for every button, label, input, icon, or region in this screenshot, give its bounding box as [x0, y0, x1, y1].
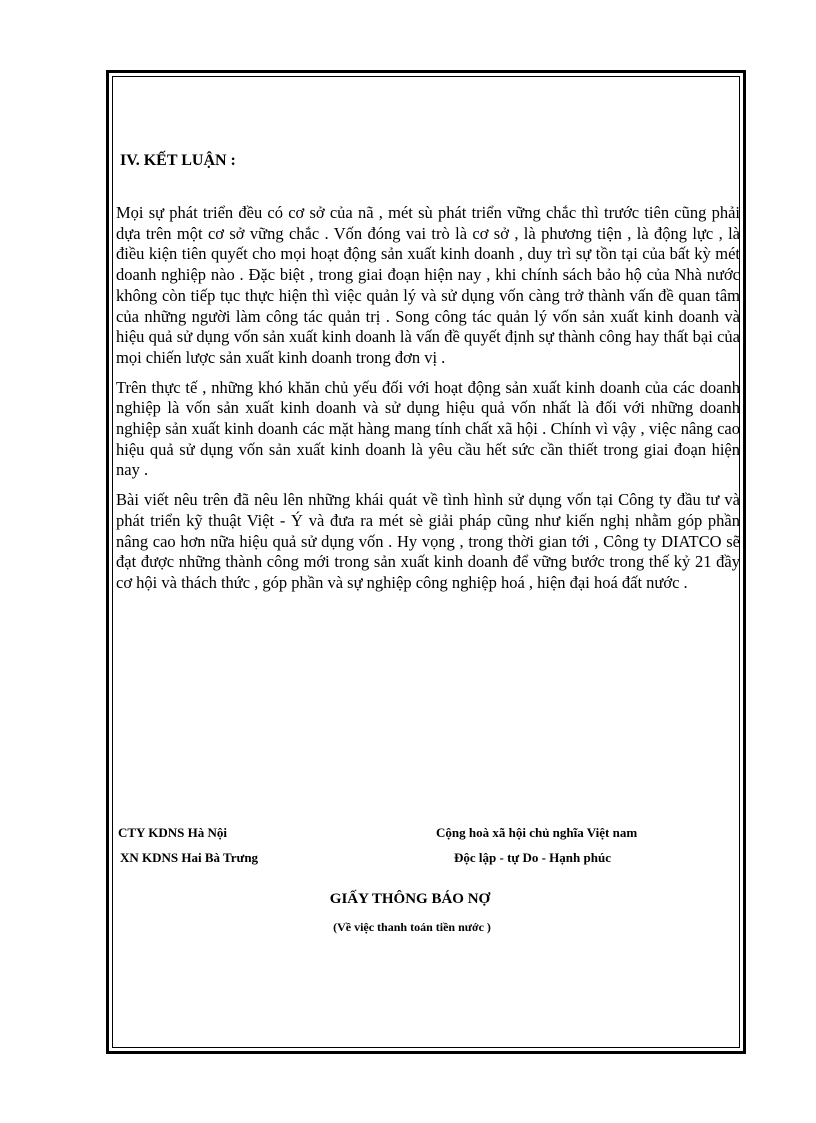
national-motto-block — [436, 820, 696, 870]
paragraph-1: Mọi sự phát triển đều có cơ sở của nã , mét sù phát triển vững chắc thì trước tiên cũng phải dựa trên một cơ sở vững chắc . Vốn đóng vai trò là cơ sở , là phương tiện , là động lực , là điều kiện tiên quyết cho mọi hoạt động sản xuất kinh doanh , duy trì sự tồn tại của bất kỳ mét doanh nghiệp nào . Đặc biệt , trong giai đoạn hiện nay , khi chính sách bảo hộ của Nhà nước không còn tiếp tục thực hiện thì việc quản lý và sử dụng vốn càng trở thành vấn đề quan tâm của những người làm công tác quản trị . Song công tác quản lý vốn sản xuất kinh doanh và hiệu quả sử dụng vốn sản xuất kinh doanh là vấn đề quyết định sự thành công hay thất bại của mọi chiến lược sản xuất kinh doanh trong đơn vị . — [116, 203, 740, 367]
notice-title: GIẤY THÔNG BÁO NỢ — [329, 891, 491, 907]
issuer-company: CTY KDNS Hà Nội — [118, 825, 227, 840]
paragraph-2: Trên thực tế , những khó khăn chủ yếu đối với hoạt động sản xuất kinh doanh của các doanh nghiệp là vốn sản xuất kinh doanh và sử dụng hiệu quả vốn nhất là đối với những doanh nghiệp sản xuất kinh doanh các mặt hàng mang tính chất xã hội . Chính vì vậy , việc nâng cao hiệu quả sử dụng vốn sản xuất kinh doanh là yêu cầu hết sức cần thiết trong giai đoạn hiện nay . — [116, 377, 740, 480]
issuer-block — [118, 820, 258, 870]
national-slogan: Độc lập - tự Do - Hạnh phúc — [454, 850, 611, 865]
notice-subtitle: (Về việc thanh toán tiền nước ) — [333, 920, 491, 934]
country-name: Cộng hoà xã hội chủ nghĩa Việt nam — [436, 825, 638, 840]
section-heading: IV. KẾT LUẬN : — [120, 152, 236, 169]
issuer-unit: XN KDNS Hai Bà Trưng — [120, 850, 259, 865]
paragraph-3: Bài viết nêu trên đã nêu lên những khái quát về tình hình sử dụng vốn tại Công ty đầu tư và phát triển kỹ thuật Việt - Ý và đưa ra mét sè giải pháp cũng như kiến nghị nhằm góp phần nâng cao hơn nữa hiệu quả sử dụng vốn . Hy vọng , trong thời gian tới , Công ty DIATCO sẽ đạt được những thành công mới trong sản xuất kinh doanh để vững bước trong thế kỷ 21 đầy cơ hội và thách thức , góp phần và sự nghiệp công nghiệp hoá , hiện đại hoá đất nước . — [116, 490, 740, 592]
conclusion-body — [116, 203, 740, 603]
